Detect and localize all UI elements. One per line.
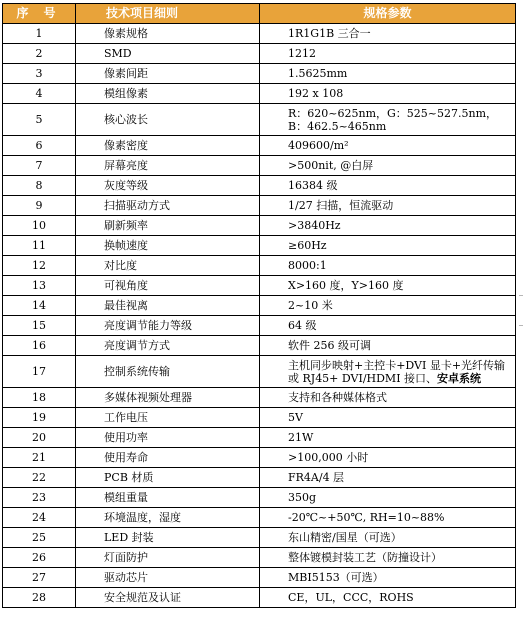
table-row: [3, 528, 516, 548]
row-item: 模组重量: [76, 488, 260, 508]
row-item: 驱动芯片: [76, 568, 260, 588]
row-item: 灰度等级: [76, 176, 260, 196]
row-spec-text: 1212: [288, 47, 316, 60]
row-spec-text: R：620~625nm，G：525~527.5nm，B：462.5~465nm: [288, 106, 498, 133]
row-spec: [260, 448, 516, 468]
row-number: 6: [3, 136, 76, 156]
row-number: 25: [3, 528, 76, 548]
row-item: 使用寿命: [76, 448, 260, 468]
row-spec: [260, 276, 516, 296]
row-item: 使用功率: [76, 428, 260, 448]
row-item: 像素密度: [76, 136, 260, 156]
row-spec: [260, 408, 516, 428]
table-row: [3, 276, 516, 296]
row-item: SMD: [76, 44, 260, 64]
row-spec-text: 1R1G1B 三合一: [288, 27, 371, 40]
row-number: 9: [3, 196, 76, 216]
row-item: 可视角度: [76, 276, 260, 296]
row-spec: [260, 528, 516, 548]
row-number: 24: [3, 508, 76, 528]
row-spec: [260, 84, 516, 104]
row-spec-text: 350g: [288, 491, 317, 504]
row-number: 19: [3, 408, 76, 428]
table-row: [3, 488, 516, 508]
row-spec: [260, 356, 516, 388]
row-spec-text: 409600/m²: [288, 139, 349, 152]
row-item: 亮度调节能力等级: [76, 316, 260, 336]
table-row: [3, 388, 516, 408]
table-row: [3, 136, 516, 156]
row-number: 14: [3, 296, 76, 316]
row-item: 核心波长: [76, 104, 260, 136]
row-spec: [260, 568, 516, 588]
row-spec: [260, 468, 516, 488]
table-row: [3, 356, 516, 388]
row-number: 23: [3, 488, 76, 508]
row-number: 26: [3, 548, 76, 568]
row-item: 换帧速度: [76, 236, 260, 256]
spec-table-body: [3, 24, 516, 608]
row-spec-text: 主机同步映射+主控卡+DVI 显卡+光纤传输或 RJ45+ DVI/HDMI 接口、: [288, 358, 506, 385]
row-number: 20: [3, 428, 76, 448]
row-number: 21: [3, 448, 76, 468]
row-item: 像素规格: [76, 24, 260, 44]
table-row: [3, 196, 516, 216]
row-spec-text: 软件 256 级可调: [288, 339, 371, 352]
row-number: 13: [3, 276, 76, 296]
table-row: [3, 156, 516, 176]
row-spec: [260, 64, 516, 84]
row-spec-text: FR4A/4 层: [288, 471, 345, 484]
row-spec-text: >3840Hz: [288, 219, 341, 232]
row-spec: [260, 104, 516, 136]
row-spec: [260, 336, 516, 356]
row-number: 22: [3, 468, 76, 488]
row-item: 屏幕亮度: [76, 156, 260, 176]
row-spec-text: 21W: [288, 431, 314, 444]
table-row: [3, 316, 516, 336]
table-row: [3, 216, 516, 236]
row-number: 12: [3, 256, 76, 276]
row-number: 11: [3, 236, 76, 256]
row-item: 灯面防护: [76, 548, 260, 568]
row-spec-text: 5V: [288, 411, 303, 424]
row-item: 刷新频率: [76, 216, 260, 236]
row-spec-text: X>160 度，Y>160 度: [288, 279, 404, 292]
header-spec: 规格参数: [260, 4, 516, 24]
table-row: [3, 296, 516, 316]
row-number: 2: [3, 44, 76, 64]
row-spec: [260, 176, 516, 196]
row-spec: [260, 216, 516, 236]
row-number: 3: [3, 64, 76, 84]
table-row: [3, 588, 516, 608]
row-spec: [260, 256, 516, 276]
table-row: [3, 408, 516, 428]
row-item: 模组像素: [76, 84, 260, 104]
table-row: [3, 336, 516, 356]
table-row: [3, 448, 516, 468]
side-rule: [519, 295, 523, 296]
row-number: 7: [3, 156, 76, 176]
row-spec: [260, 24, 516, 44]
row-spec: [260, 44, 516, 64]
row-spec: [260, 488, 516, 508]
table-row: [3, 84, 516, 104]
row-number: 1: [3, 24, 76, 44]
row-spec-text: >500nit, @白屏: [288, 159, 374, 172]
side-rule: [519, 325, 523, 326]
row-spec-text: 支持和各种媒体格式: [288, 391, 387, 404]
row-spec-text: >100,000 小时: [288, 451, 369, 464]
row-spec-text: ≥60Hz: [288, 239, 327, 252]
row-item: 控制系统传输: [76, 356, 260, 388]
row-spec: [260, 236, 516, 256]
row-item: 环境温度，湿度: [76, 508, 260, 528]
table-row: [3, 44, 516, 64]
row-number: 28: [3, 588, 76, 608]
table-row: [3, 236, 516, 256]
row-item: 最佳视离: [76, 296, 260, 316]
row-spec-text: MBI5153（可选）: [288, 571, 384, 584]
row-spec: [260, 588, 516, 608]
row-spec: [260, 316, 516, 336]
row-spec-text: 8000:1: [288, 259, 327, 272]
row-spec-text: 64 级: [288, 319, 317, 332]
row-spec-text: 1.5625mm: [288, 67, 348, 80]
table-row: [3, 64, 516, 84]
header-no: 序 号: [3, 4, 76, 24]
row-item: PCB 材质: [76, 468, 260, 488]
row-spec-text: 16384 级: [288, 179, 338, 192]
table-row: [3, 256, 516, 276]
row-number: 27: [3, 568, 76, 588]
row-spec-text: 1/27 扫描，恒流驱动: [288, 199, 394, 212]
spec-table-frame: [2, 3, 515, 608]
row-spec: [260, 136, 516, 156]
row-spec: [260, 196, 516, 216]
row-spec-text: 东山精密/国星（可选）: [288, 531, 402, 544]
table-header-row: [3, 4, 516, 24]
table-row: [3, 24, 516, 44]
row-item: 亮度调节方式: [76, 336, 260, 356]
row-item: 对比度: [76, 256, 260, 276]
row-item: 多媒体视频处理器: [76, 388, 260, 408]
row-number: 4: [3, 84, 76, 104]
spec-table: [2, 3, 516, 608]
row-number: 18: [3, 388, 76, 408]
row-item: 工作电压: [76, 408, 260, 428]
header-item: 技术项目细则: [76, 4, 260, 24]
table-row: [3, 176, 516, 196]
row-spec-text: 整体镀模封装工艺（防撞设计）: [288, 551, 442, 564]
row-number: 16: [3, 336, 76, 356]
row-number: 8: [3, 176, 76, 196]
row-spec: [260, 428, 516, 448]
table-row: [3, 104, 516, 136]
row-spec: [260, 508, 516, 528]
table-row: [3, 428, 516, 448]
row-spec: [260, 296, 516, 316]
row-spec-text: -20℃~+50℃, RH=10~88%: [288, 511, 445, 524]
row-item: 扫描驱动方式: [76, 196, 260, 216]
row-spec-bold-text: 安卓系统: [437, 371, 482, 385]
row-spec: [260, 156, 516, 176]
row-item: 安全规范及认证: [76, 588, 260, 608]
row-spec-text: 192 x 108: [288, 87, 344, 100]
row-item: LED 封装: [76, 528, 260, 548]
table-row: [3, 468, 516, 488]
table-row: [3, 568, 516, 588]
table-row: [3, 548, 516, 568]
table-row: [3, 508, 516, 528]
row-spec-text: CE，UL，CCC，ROHS: [288, 591, 414, 604]
row-spec: [260, 388, 516, 408]
row-number: 10: [3, 216, 76, 236]
row-spec-text: 2~10 米: [288, 299, 333, 312]
row-number: 5: [3, 104, 76, 136]
row-item: 像素间距: [76, 64, 260, 84]
row-spec: [260, 548, 516, 568]
row-number: 15: [3, 316, 76, 336]
row-number: 17: [3, 356, 76, 388]
